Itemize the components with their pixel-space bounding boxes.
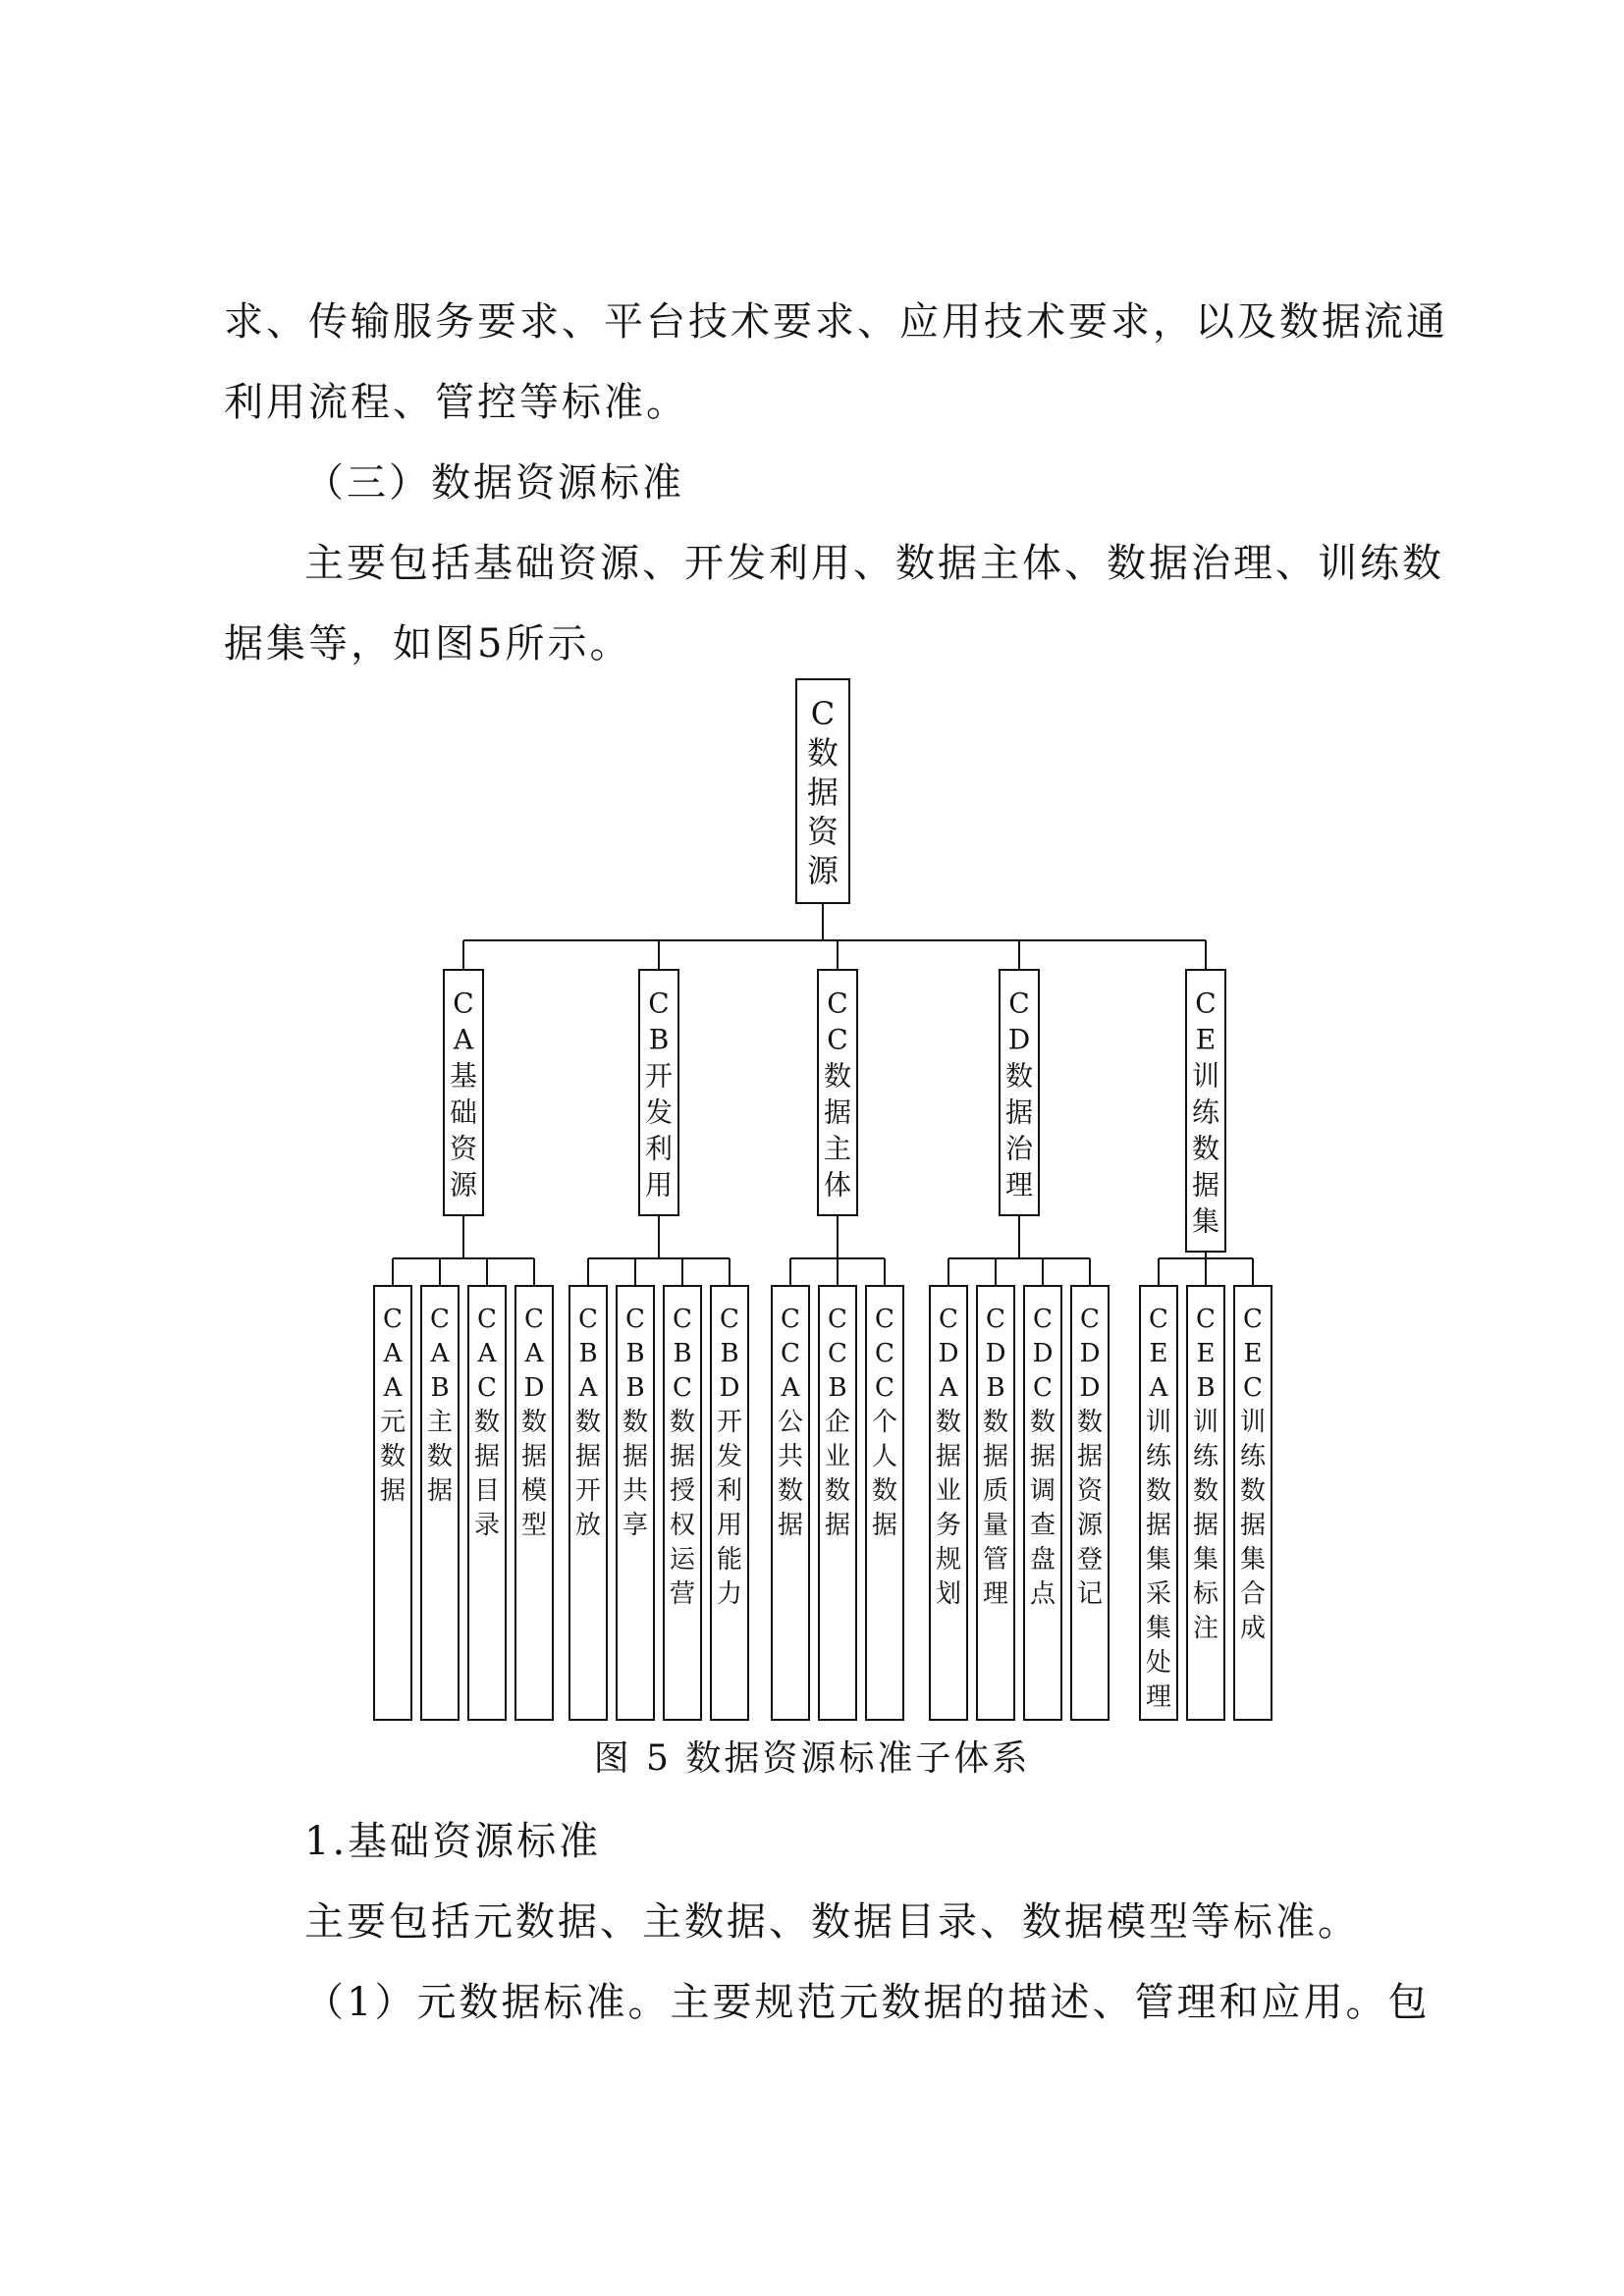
item-1-paragraph: （1）元数据标准。主要规范元数据的描述、管理和应用。包 — [304, 1980, 1431, 2025]
leaf-node-ccb-label: 企业数据 — [824, 1408, 851, 1540]
leaf-node-cbb-label: 数据共享 — [622, 1408, 649, 1540]
leaf-node-cab-label: 主数据 — [426, 1408, 454, 1506]
leaf-node-cda-label: 数据业务规划 — [935, 1408, 962, 1609]
leaf-node-cdc — [1024, 1286, 1061, 1720]
leaf-node-cba-label: 数据开放 — [574, 1408, 602, 1540]
leaf-node-cba — [569, 1286, 607, 1720]
intro-paragraph-line-1: 主要包括基础资源、开发利用、数据主体、数据治理、训练数 — [304, 541, 1444, 586]
leaf-node-cad-label: 数据模型 — [520, 1408, 548, 1540]
leaf-node-cdd — [1071, 1286, 1109, 1720]
leaf-node-ccb — [819, 1286, 856, 1720]
figure-caption: 图 5 数据资源标准子体系 — [593, 1738, 1031, 1779]
branch-node-cd-code: C D — [1007, 987, 1031, 1056]
branch-node-cc-label: 数据主体 — [823, 1059, 852, 1201]
leaf-node-cdb-code: C D B — [985, 1305, 1006, 1403]
leaf-node-cec — [1234, 1286, 1272, 1720]
branch-node-ca — [444, 970, 483, 1215]
branch-node-ce — [1186, 970, 1225, 1252]
leaf-node-cbb-code: C B B — [625, 1305, 645, 1403]
leaf-node-cdb-label: 数据质量管理 — [982, 1408, 1009, 1609]
leaf-node-cad — [515, 1286, 553, 1720]
branch-node-cc — [818, 970, 857, 1215]
leaf-node-cec-label: 训练数据集合成 — [1239, 1408, 1267, 1643]
root-node — [796, 679, 849, 903]
leaf-node-cea-code: C E A — [1149, 1305, 1168, 1403]
leaf-node-cbd-code: C B D — [719, 1305, 740, 1403]
continued-paragraph-line-2: 利用流程、管控等标准。 — [224, 380, 688, 425]
leaf-node-cbd — [711, 1286, 748, 1720]
leaf-node-cbd-label: 开发利用能力 — [716, 1408, 743, 1609]
branch-node-ce-code: C E — [1195, 987, 1217, 1056]
leaf-node-caa — [374, 1286, 411, 1720]
branch-node-cb — [639, 970, 678, 1215]
leaf-node-cac-label: 数据目录 — [473, 1408, 501, 1540]
leaf-node-cda — [930, 1286, 967, 1720]
leaf-node-ccc-code: C C C — [875, 1305, 894, 1403]
leaf-node-cca-label: 公共数据 — [777, 1408, 804, 1540]
leaf-node-ccb-code: C C B — [828, 1305, 847, 1403]
leaf-node-cca-code: C C A — [781, 1305, 800, 1403]
leaf-node-cda-code: C D A — [938, 1305, 959, 1403]
branch-node-cd-label: 数据治理 — [1004, 1059, 1034, 1201]
leaf-node-cea-label: 训练数据集采集处理 — [1145, 1408, 1172, 1712]
leaf-node-cdc-code: C D C — [1032, 1305, 1054, 1403]
branch-node-ca-code: C A — [453, 987, 474, 1056]
branch-node-cb-code: C B — [648, 987, 670, 1056]
leaf-node-caa-label: 元数据 — [379, 1408, 406, 1506]
sub-intro-paragraph: 主要包括元数据、主数据、数据目录、数据模型等标准。 — [304, 1899, 1360, 1945]
continued-paragraph-line-1: 求、传输服务要求、平台技术要求、应用技术要求，以及数据流通 — [224, 299, 1448, 345]
leaf-node-cca — [772, 1286, 809, 1720]
leaf-node-cba-code: C B A — [578, 1305, 598, 1403]
leaf-node-cdd-label: 数据资源登记 — [1076, 1408, 1104, 1609]
branch-node-ca-label: 基础资源 — [449, 1059, 478, 1201]
section-heading: （三）数据资源标准 — [304, 460, 684, 506]
leaf-node-cdd-code: C D D — [1079, 1305, 1101, 1403]
root-node-code: C — [810, 695, 836, 732]
leaf-node-cad-code: C A D — [523, 1305, 545, 1403]
leaf-node-ccc-label: 个人数据 — [871, 1408, 898, 1540]
leaf-node-cbc — [664, 1286, 701, 1720]
leaf-node-cab — [421, 1286, 459, 1720]
leaf-node-cdb — [977, 1286, 1014, 1720]
branch-node-cb-label: 开发利用 — [644, 1059, 674, 1201]
sub-heading: 1.基础资源标准 — [304, 1819, 602, 1864]
leaf-node-cea — [1140, 1286, 1177, 1720]
leaf-node-cac — [468, 1286, 506, 1720]
leaf-node-ccc — [866, 1286, 903, 1720]
leaf-node-cbc-label: 数据授权运营 — [669, 1408, 696, 1609]
leaf-node-cdc-label: 数据调查盘点 — [1029, 1408, 1056, 1609]
leaf-node-ceb-label: 训练数据集标注 — [1192, 1408, 1219, 1643]
leaf-node-caa-code: C A A — [383, 1305, 403, 1403]
branch-node-cc-code: C C — [827, 987, 848, 1056]
branch-node-ce-label: 训练数据集 — [1191, 1059, 1220, 1238]
leaf-node-cbb — [617, 1286, 654, 1720]
leaf-node-cbc-code: C B C — [673, 1305, 692, 1403]
leaf-node-ceb — [1187, 1286, 1224, 1720]
leaf-node-cab-code: C A B — [430, 1305, 450, 1403]
intro-paragraph-line-2: 据集等，如图5所示。 — [224, 621, 632, 667]
leaf-node-cac-code: C A C — [477, 1305, 497, 1403]
leaf-node-ceb-code: C E B — [1196, 1305, 1216, 1403]
branch-node-cd — [1000, 970, 1039, 1215]
root-node-label: 数据资源 — [806, 734, 839, 889]
leaf-node-cec-code: C E C — [1243, 1305, 1263, 1403]
